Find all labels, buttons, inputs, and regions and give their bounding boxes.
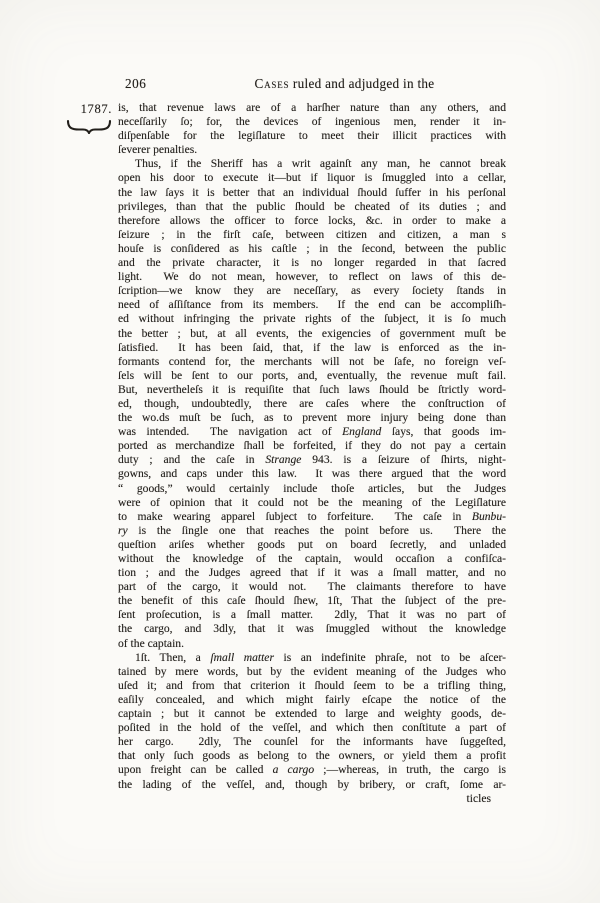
margin-year-label: 1787.: [80, 102, 112, 116]
text-segment: ſeizure ; in the firſt caſe, between citizen and citizen, a man s: [118, 227, 506, 241]
text-segment: queſtion ariſes whether goods put on board ſecretly, and unladed: [118, 537, 506, 551]
text-segment: formants contend for, the merchants will not be ſafe, no foreign veſ-: [118, 354, 506, 368]
text-line: [118, 171, 506, 185]
paragraph: [118, 157, 506, 650]
text-segment: eaſily concealed, and which might fairly eſcape the notice of the: [118, 692, 506, 706]
text-line: [118, 594, 506, 608]
running-head-rest: ruled and adjudged in the: [289, 76, 435, 91]
text-segment: open his door to execute it—but if liquor is ſmuggled into a cellar,: [118, 171, 506, 185]
text-segment: the lading of the veſſel, and, though by bribery, or craft, ſome ar-: [118, 777, 506, 791]
text-line: [118, 749, 506, 763]
text-line: [118, 425, 506, 439]
text-segment: ſatisfied. It has been ſaid, that, if the law is enforced as the in-: [118, 340, 506, 354]
text-line: [118, 510, 506, 524]
italic-text-segment: England: [342, 425, 382, 439]
text-segment: is an indefinite phraſe, not to be aſcer-: [273, 650, 506, 664]
text-segment: need of aſſiſtance from its members. If the end can be accompliſh-: [118, 298, 506, 312]
text-line: [118, 411, 506, 425]
text-segment: privileges, than that the public ſhould be cheated of its duties ; and: [118, 199, 506, 213]
text-segment: to make wearing apparel ſubject to forfeiture. The caſe in: [118, 509, 472, 523]
text-line: [118, 679, 506, 693]
text-line: [118, 256, 506, 270]
text-segment: “ goods,” would certainly include thoſe articles, but the Judges: [118, 481, 506, 495]
text-line: [118, 707, 506, 721]
text-line: [118, 608, 506, 622]
year-brace-icon: [66, 119, 112, 134]
text-segment: tion ; and the Judges agreed that if it was a ſmall matter, and no: [118, 566, 506, 580]
text-segment: upon freight can be called: [118, 763, 273, 777]
text-line: [118, 566, 506, 580]
text-line: [118, 524, 506, 538]
text-block: [118, 101, 506, 806]
text-segment: the law ſays it is better that an individual ſhould ſuffer in his perſonal: [118, 185, 506, 199]
italic-text-segment: a cargo: [272, 763, 315, 777]
text-segment: neceſſarily ſo; for, the devices of ingenious men, render it in-: [118, 115, 506, 129]
italic-text-segment: Bunbu-: [471, 509, 506, 523]
running-head-lead-word: Cases: [254, 76, 290, 91]
text-line: [118, 580, 506, 594]
text-line: [118, 143, 506, 157]
text-segment: diſpenſable for the legiſlature to meet their illicit practices with: [118, 129, 506, 143]
text-line: [118, 214, 506, 228]
text-line: [118, 298, 506, 312]
catchword: ticles: [466, 791, 491, 805]
text-line: [118, 651, 506, 665]
italic-text-segment: ry: [118, 523, 128, 537]
text-line: [118, 270, 506, 284]
text-segment: therefore allows the officer to force locks, &c. in order to make a: [118, 213, 506, 227]
text-line: [118, 369, 506, 383]
text-segment: ed without infringing the private rights of the ſubject, it is ſo much: [118, 312, 506, 326]
text-segment: of the captain.: [118, 636, 184, 650]
text-line: [118, 693, 506, 707]
text-segment: that only ſuch goods as belong to the owners, or yield them a profit: [118, 749, 506, 763]
text-line: [118, 157, 506, 171]
text-line: [118, 312, 506, 326]
text-segment: houſe is conſidered as his caſtle ; in the ſecond, between the public: [118, 241, 506, 255]
text-segment: ſent proſecution, is a ſmall matter. 2dly, That it was no part of: [118, 608, 506, 622]
text-line: [118, 101, 506, 115]
text-segment: and the private character, it is no longer regarded in that ſacred: [118, 256, 506, 270]
text-line: [118, 439, 506, 453]
text-segment: her cargo. 2dly, The counſel for the informants have ſuggeſted,: [118, 735, 506, 749]
paragraph: [118, 101, 506, 157]
text-segment: tained by mere words, but by the evident meaning of the Judges who: [118, 664, 506, 678]
italic-text-segment: ſmall matter: [210, 650, 274, 664]
text-segment: 943. is a ſeizure of ſhirts, night-: [301, 453, 506, 467]
text-line: [118, 482, 506, 496]
text-segment: Thus, if the Sheriff has a writ againſt any man, he cannot break: [135, 157, 506, 171]
paragraph: [118, 651, 506, 792]
page-header: [118, 76, 506, 92]
text-line: [118, 115, 506, 129]
text-line: [118, 453, 506, 467]
text-line: [118, 778, 506, 792]
text-line: [118, 383, 506, 397]
text-segment: uſed it; and from that criterion it ſhould ſeem to be a trifling thing,: [118, 678, 506, 692]
text-line: [118, 129, 506, 143]
text-segment: poſited in the hold of the veſſel, and which then conſtitute a part of: [118, 721, 506, 735]
text-line: [118, 637, 506, 651]
text-segment: duty ; and the caſe in: [118, 453, 266, 467]
text-segment: ported as merchandize ſhall be forfeited, if they do not pay a certain: [118, 439, 506, 453]
text-segment: were of opinion that it could not be the meaning of the Legiſlature: [118, 495, 506, 509]
text-segment: ;—whereas, in truth, the cargo is: [314, 763, 506, 777]
text-segment: was intended. The navigation act of: [118, 425, 343, 439]
text-line: [118, 467, 506, 481]
text-segment: the wo.ds muſt be ſuch, as to prevent more injury being done than: [118, 411, 506, 425]
page-number: 206: [125, 76, 147, 91]
text-line: [118, 200, 506, 214]
text-line: [118, 665, 506, 679]
text-line: [118, 341, 506, 355]
text-line: [118, 496, 506, 510]
text-line: [118, 763, 506, 777]
text-line: [118, 552, 506, 566]
text-segment: But, nevertheleſs it is requiſite that ſuch laws ſhould be ſtrictly word-: [118, 382, 506, 396]
paragraphs: [118, 101, 506, 792]
text-line: [118, 186, 506, 200]
text-line: [118, 242, 506, 256]
text-segment: captain ; but it cannot be extended to large and weighty goods, de-: [118, 707, 506, 721]
margin-year-note: [60, 102, 112, 134]
italic-text-segment: Strange: [265, 453, 302, 467]
text-line: [118, 538, 506, 552]
text-line: [118, 622, 506, 636]
text-line: [118, 228, 506, 242]
text-segment: gowns, and caps under this law. It was there argued that the word: [118, 467, 506, 481]
text-segment: the benefit of this caſe ſhould ſhew, 1ſt, That the ſubject of the pre-: [118, 594, 506, 608]
text-line: [118, 721, 506, 735]
text-segment: is, that revenue laws are of a harſher nature than any others, and: [118, 101, 506, 114]
text-line: [118, 327, 506, 341]
text-line: [118, 735, 506, 749]
text-segment: the cargo, and 3dly, that it was ſmuggled without the knowledge: [118, 622, 506, 636]
running-head: [183, 76, 506, 92]
text-line: [118, 284, 506, 298]
text-segment: without the knowledge of the captain, would occaſion a confiſca-: [118, 552, 506, 565]
text-segment: the better ; but, at all events, the exigencies of government muſt be: [118, 326, 506, 340]
text-segment: light. We do not mean, however, to reflect on laws of this de-: [118, 270, 506, 284]
text-segment: ſeverer penalties.: [118, 143, 198, 157]
text-segment: part of the cargo, it would not. The claimants therefore to have: [118, 580, 506, 594]
text-line: [118, 355, 506, 369]
text-segment: is the ſingle one that reaches the point before us. There the: [127, 523, 506, 537]
text-segment: 1ſt. Then, a: [135, 650, 211, 664]
text-segment: ſays, that goods im-: [381, 425, 506, 439]
text-segment: ſcription—we know they are neceſſary, as every ſociety ſtands in: [118, 284, 506, 298]
text-segment: ed, though, undoubtedly, there are caſes where the conſtruction of: [118, 396, 506, 410]
text-line: [118, 397, 506, 411]
text-segment: ſels will be ſent to our ports, and, eventually, the revenue muſt fail.: [118, 368, 506, 382]
